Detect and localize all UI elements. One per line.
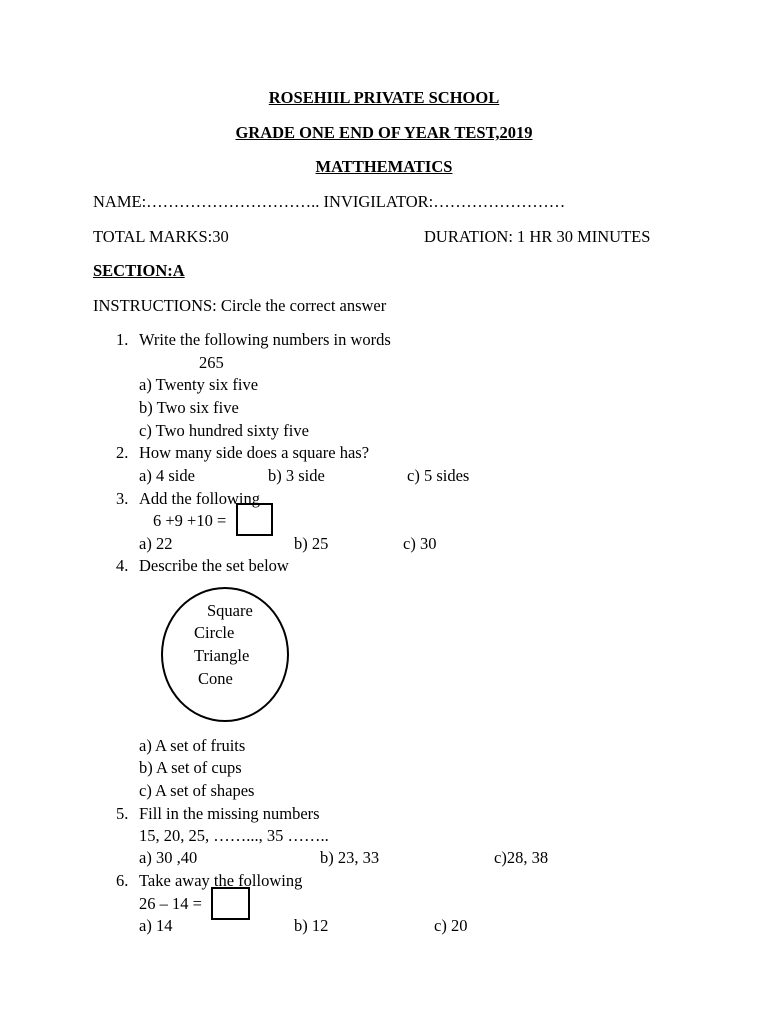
question-1-text: Write the following numbers in words	[139, 330, 391, 349]
question-6-answer-box[interactable]	[211, 887, 250, 920]
set-item-triangle: Triangle	[194, 646, 250, 665]
total-marks: TOTAL MARKS:30	[93, 227, 229, 246]
question-1-number: 1.	[116, 330, 129, 349]
question-3-option-b[interactable]: b) 25	[294, 534, 329, 553]
test-title: GRADE ONE END OF YEAR TEST,2019	[235, 123, 533, 142]
set-item-cone: Cone	[198, 669, 233, 688]
question-6-equation: 26 – 14 =	[139, 894, 202, 913]
question-1-number-value: 265	[199, 353, 224, 372]
subject-title: MATTHEMATICS	[315, 157, 453, 176]
question-4-text: Describe the set below	[139, 556, 289, 575]
instructions: INSTRUCTIONS: Circle the correct answer	[93, 296, 387, 315]
set-item-circle: Circle	[194, 623, 235, 642]
question-5-number: 5.	[116, 804, 129, 823]
question-2-text: How many side does a square has?	[139, 443, 370, 462]
question-4-option-c[interactable]: c) A set of shapes	[139, 781, 255, 800]
question-6-option-b[interactable]: b) 12	[294, 916, 329, 935]
section-heading: SECTION:A	[93, 261, 185, 280]
question-3-answer-box[interactable]	[236, 503, 273, 536]
question-6-option-c[interactable]: c) 20	[434, 916, 468, 935]
question-5-text: Fill in the missing numbers	[139, 804, 320, 823]
question-3-option-a[interactable]: a) 22	[139, 534, 173, 553]
question-2-option-c[interactable]: c) 5 sides	[407, 466, 470, 485]
question-2-option-a[interactable]: a) 4 side	[139, 466, 195, 485]
question-3-option-c[interactable]: c) 30	[403, 534, 437, 553]
question-4-number: 4.	[116, 556, 129, 575]
question-6-option-a[interactable]: a) 14	[139, 916, 173, 935]
question-3-number: 3.	[116, 489, 129, 508]
name-invigilator-line: NAME:………………………….. INVIGILATOR:……………………	[93, 192, 566, 211]
question-1-option-a[interactable]: a) Twenty six five	[139, 375, 259, 394]
question-3-equation: 6 +9 +10 =	[153, 511, 227, 530]
question-5-sequence: 15, 20, 25, ……..., 35 ……..	[139, 826, 329, 845]
question-1-option-c[interactable]: c) Two hundred sixty five	[139, 421, 309, 440]
question-6-text: Take away the following	[139, 871, 303, 890]
duration: DURATION: 1 HR 30 MINUTES	[424, 227, 651, 246]
question-4-option-b[interactable]: b) A set of cups	[139, 758, 242, 777]
question-6-number: 6.	[116, 871, 129, 890]
question-4-option-a[interactable]: a) A set of fruits	[139, 736, 246, 755]
question-5-option-a[interactable]: a) 30 ,40	[139, 848, 198, 867]
question-3-text: Add the following	[139, 489, 260, 508]
question-5-option-b[interactable]: b) 23, 33	[320, 848, 380, 867]
question-1-option-b[interactable]: b) Two six five	[139, 398, 239, 417]
school-name: ROSEHIIL PRIVATE SCHOOL	[268, 88, 500, 107]
question-5-option-c[interactable]: c)28, 38	[494, 848, 549, 867]
question-2-number: 2.	[116, 443, 129, 462]
set-item-square: Square	[207, 601, 253, 620]
question-2-option-b[interactable]: b) 3 side	[268, 466, 325, 485]
